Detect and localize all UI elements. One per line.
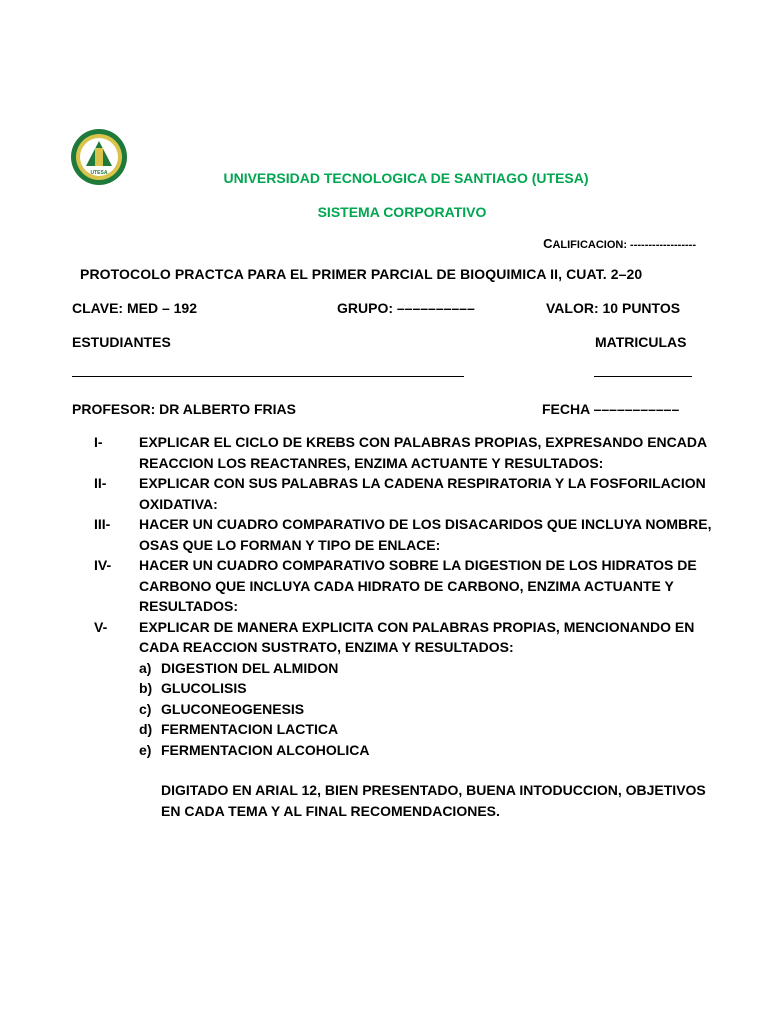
sub-item — [139, 740, 714, 761]
sub-list — [139, 658, 714, 761]
valor-field: VALOR: 10 PUNTOS — [546, 300, 681, 316]
item-text: EXPLICAR CON SUS PALABRAS LA CADENA RESPIRATORIA Y LA FOSFORILACION OXIDATIVA: — [139, 475, 706, 512]
item-text: EXPLICAR EL CICLO DE KREBS CON PALABRAS PROPIAS, EXPRESANDO ENCADA REACCION LOS REACTANRES, ENZIMA ACTUANTE Y RESULTADOS: — [139, 434, 707, 471]
calificacion-field — [543, 236, 696, 251]
sub-item — [139, 719, 714, 740]
item-number: IV- — [94, 557, 112, 573]
system-name: SISTEMA CORPORATIVO — [317, 204, 487, 220]
list-item — [94, 617, 714, 658]
format-note: DIGITADO EN ARIAL 12, BIEN PRESENTADO, BUENA INTODUCCION, OBJETIVOS EN CADA TEMA Y AL FINAL RECOMENDACIONES. — [161, 782, 706, 819]
list-item — [94, 432, 714, 473]
sub-letter: c) — [139, 700, 152, 717]
sub-text: DIGESTION DEL ALMIDON — [161, 659, 339, 676]
grupo-field: GRUPO: –––––––––– — [337, 300, 475, 316]
list-item — [94, 514, 714, 555]
sub-text: GLUCONEOGENESIS — [161, 700, 305, 717]
list-item — [94, 555, 714, 617]
sub-letter: e) — [139, 741, 152, 758]
sub-letter: b) — [139, 680, 153, 696]
calificacion-blank: ------------------ — [627, 239, 696, 251]
fecha-field: FECHA ––––––––––– — [542, 401, 680, 417]
item-number: III- — [94, 516, 111, 532]
question-list — [94, 432, 714, 821]
sub-letter: d) — [139, 721, 153, 737]
item-number: II- — [94, 475, 107, 491]
clave-field: CLAVE: MED – 192 — [72, 300, 197, 316]
sub-item — [139, 699, 714, 720]
sub-text: FERMENTACION LACTICA — [161, 721, 339, 737]
item-number: I- — [94, 434, 103, 450]
sub-item — [139, 678, 714, 699]
sub-letter: a) — [139, 659, 152, 676]
list-item — [94, 473, 714, 514]
item-text: HACER UN CUADRO COMPARATIVO DE LOS DISACARIDOS QUE INCLUYA NOMBRE, OSAS QUE LO FORMAN Y TIPO DE ENLACE: — [139, 516, 712, 553]
item-text: EXPLICAR DE MANERA EXPLICITA CON PALABRAS PROPIAS, MENCIONANDO EN CADA REACCION SUSTRATO, ENZIMA Y RESULTADOS: — [139, 618, 695, 655]
calificacion-label: ALIFICACION: — [552, 239, 627, 251]
matriculas-label: MATRICULAS — [595, 334, 687, 350]
estudiantes-label: ESTUDIANTES — [72, 334, 171, 350]
matriculas-line — [594, 376, 692, 377]
calificacion-cap: C — [543, 236, 553, 251]
university-name: UNIVERSIDAD TECNOLOGICA DE SANTIAGO (UTESA) — [223, 170, 589, 186]
document-title: PROTOCOLO PRACTCA PARA EL PRIMER PARCIAL DE BIOQUIMICA II, CUAT. 2–20 — [80, 266, 643, 282]
profesor-field: PROFESOR: DR ALBERTO FRIAS — [72, 401, 297, 417]
item-text: HACER UN CUADRO COMPARATIVO SOBRE LA DIGESTION DE LOS HIDRATOS DE CARBONO QUE INCLUYA CADA HIDRATO DE CARBONO, ENZIMA ACTUANTE Y RESULTADOS: — [139, 557, 697, 614]
estudiantes-line — [72, 376, 464, 377]
item-number: V- — [94, 618, 108, 635]
svg-text:UTESA: UTESA — [90, 170, 108, 176]
sub-text: GLUCOLISIS — [161, 680, 247, 696]
sub-item — [139, 658, 714, 679]
sub-text: FERMENTACION ALCOHOLICA — [161, 741, 370, 758]
